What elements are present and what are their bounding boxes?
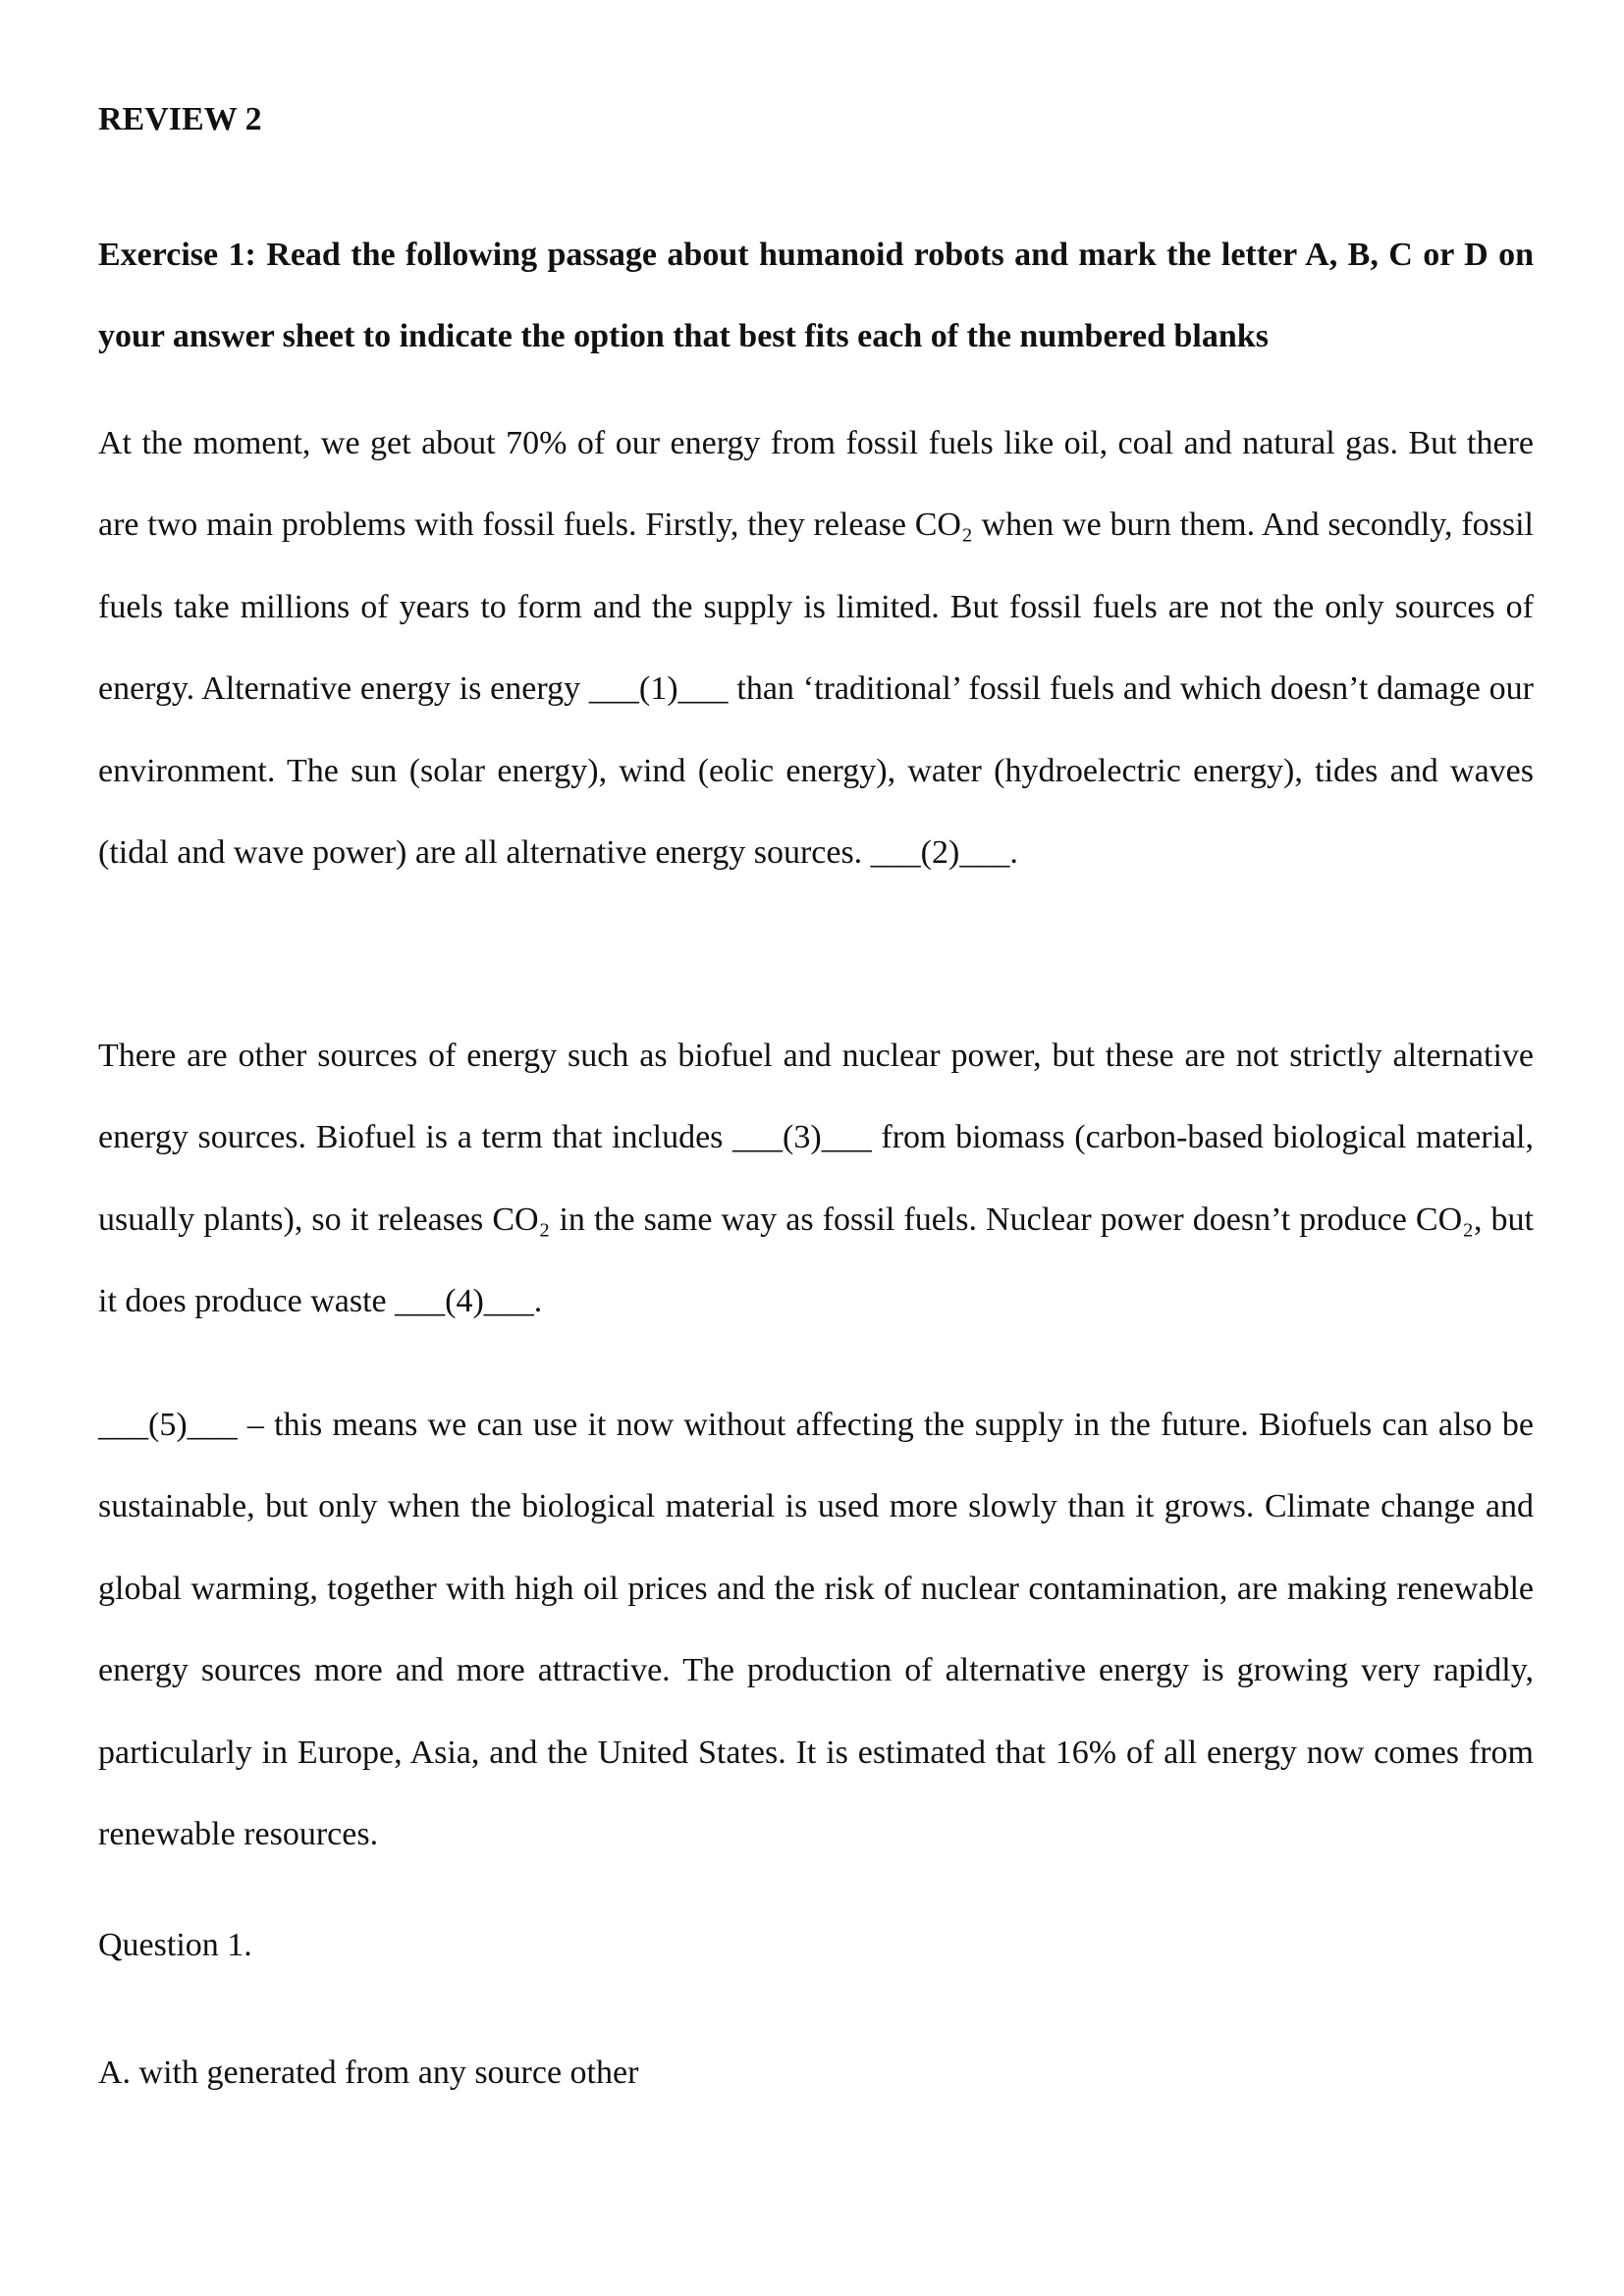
- exercise-instruction: Exercise 1: Read the following passage about humanoid robots and mark the letter A, B, C or D on your answer sheet to indicate the option that best fits each of the numbered blanks: [98, 237, 1534, 354]
- question-label: Question 1.: [98, 1927, 252, 1963]
- answer-option-a: A. with generated from any source other: [98, 2055, 639, 2091]
- passage-paragraph-2: There are other sources of energy such as biofuel and nuclear power, but these are not strictly alternative energy sources. Biofuel is a term that includes ___(3)___ from biomass (carbon-based biological material, usually plants), so it releases CO₂ in the same way as fossil fuels. Nuclear power doesn’t produce CO₂, but it does produce waste ___(4)___.: [98, 1038, 1534, 1320]
- document-title: REVIEW 2: [98, 101, 262, 137]
- passage-paragraph-3: ___(5)___ – this means we can use it now without affecting the supply in the future. Biofuels can also be sustainable, but only when the biological material is used more slowly than it grows. Climate change and global warming, together with high oil prices and the risk of nuclear contamination, are making renewable energy sources more and more attractive. The production of alternative energy is growing very rapidly, particularly in Europe, Asia, and the United States. It is estimated that 16% of all energy now comes from renewable resources.: [98, 1407, 1534, 1853]
- passage-paragraph-1: At the moment, we get about 70% of our energy from fossil fuels like oil, coal and natural gas. But there are two main problems with fossil fuels. Firstly, they release CO₂ when we burn them. And secondly, fossil fuels take millions of years to form and the supply is limited. But fossil fuels are not the only sources of energy. Alternative energy is energy ___(1)___ than ‘traditional’ fossil fuels and which doesn’t damage our environment. The sun (solar energy), wind (eolic energy), water (hydroelectric energy), tides and waves (tidal and wave power) are all alternative energy sources. ___(2)___.: [98, 425, 1534, 872]
